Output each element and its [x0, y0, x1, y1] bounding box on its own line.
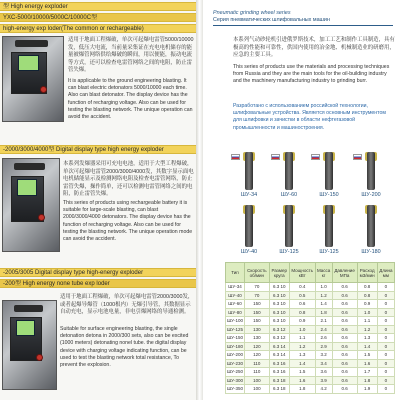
table-cell: 1.7: [357, 368, 377, 377]
table-cell: 1.5: [289, 368, 315, 377]
table-cell: 0.6: [332, 359, 357, 368]
section3-band-2: -200型 High energy none tube exp loder: [0, 279, 196, 288]
table-cell: 0.6: [332, 385, 357, 394]
table-cell: 6.3 16: [269, 359, 289, 368]
table-cell: 0: [377, 385, 394, 394]
table-cell: 3.2: [315, 351, 332, 360]
tool-code: ШУ-34: [240, 192, 258, 198]
table-cell: 0: [377, 283, 394, 292]
table-cell: 6.3 18: [269, 385, 289, 394]
table-cell: ШУ-250: [227, 369, 243, 375]
section1-band-1: 型 High energy exploder: [0, 2, 196, 11]
table-cell: 2.4: [315, 325, 332, 334]
right-text-zh: 本系列气动砂轮机引进俄罗斯技术，加工工艺和制作工具制造，具有极高的性能和可靠性，供国内使用的冶金地、机械制造业的研磨用，应急的主要工具。: [233, 37, 395, 59]
table-cell: 0: [377, 368, 394, 377]
table-cell: 1.4: [315, 300, 332, 309]
table-cell: 1.2: [289, 342, 315, 351]
russia-flag-icon: [231, 154, 240, 160]
right-header-en: Pneumatic grinding wheel series: [213, 10, 291, 16]
table-cell: 0.6: [332, 325, 357, 334]
section1-band-2: YXC-5000/10000/5000C/10000C型: [0, 13, 196, 22]
tool-body: [325, 152, 333, 190]
table-cell: 0: [377, 308, 394, 317]
table-cell: 0.8: [357, 283, 377, 292]
table-cell: 1.9: [357, 385, 377, 394]
spec-table-header: [226, 263, 395, 283]
table-cell: 2.1: [315, 317, 332, 326]
table-cell: 0.4: [289, 283, 315, 292]
tool-code: ШУ-150: [319, 192, 339, 198]
right-page: [203, 0, 400, 400]
table-cell: 100: [245, 385, 270, 394]
table-row: [226, 385, 395, 394]
table-cell: ШУ-60: [226, 300, 245, 309]
section1-text-en: It is applicable to the ground engineering blasting. It can blast electric detonators 5000/10000 each time. Also can blast detonator. The display device has the function of recharging voltage. Also can be used for testing the blasting network. The unique operation can avoid the accident.: [68, 78, 193, 121]
table-cell: 3.4: [315, 359, 332, 368]
right-text-ru: Разработано с использованием российской технологии, шлифовальные устройства. Является основным инструментом для шлифовки и зачистки в области нефтегазовой промышленности и машиностроения.: [233, 103, 386, 131]
table-row: [226, 308, 395, 317]
col-header: Длина мм: [377, 263, 394, 283]
table-cell: ШУ-180: [227, 343, 243, 349]
tool-code: ШУ-40: [240, 249, 258, 255]
tool-body: [325, 205, 333, 247]
tool-body: [285, 205, 293, 247]
table-cell: 1.3: [289, 351, 315, 360]
tool-body: [245, 152, 253, 190]
table-cell: 150: [245, 308, 270, 317]
col-header: Тип: [226, 263, 245, 283]
device-handle: [14, 305, 43, 312]
tool-item: [271, 152, 307, 200]
left-page: [0, 0, 196, 400]
table-cell: ШУ-200: [227, 352, 243, 358]
table-cell: 1.0: [289, 325, 315, 334]
table-cell: 70: [245, 291, 270, 300]
table-cell: ШУ-230: [227, 360, 243, 366]
table-cell: ШУ-125: [227, 326, 243, 332]
section3-band-1: -2005/3005 Digital display type high-energy exploder: [0, 268, 196, 277]
table-cell: 100: [245, 376, 270, 385]
device-knob: [38, 214, 45, 221]
table-row: [226, 317, 395, 326]
exploder-photo-3: [2, 300, 57, 390]
table-cell: 0: [377, 291, 394, 300]
table-cell: 6.3 10: [269, 308, 289, 317]
header-rule: [213, 25, 393, 26]
table-cell: 1.8: [357, 376, 377, 385]
page-gutter: [196, 0, 203, 400]
table-cell: ШУ-100: [227, 318, 243, 324]
col-header: Мощность кВт: [289, 263, 315, 283]
table-cell: 0.6: [332, 317, 357, 326]
table-cell: 0.6: [332, 334, 357, 343]
table-cell: 0: [377, 317, 394, 326]
table-cell: 1.2: [357, 325, 377, 334]
table-cell: 6.3 12: [269, 334, 289, 343]
table-cell: 6.3 10: [269, 317, 289, 326]
table-cell: 0.6: [332, 308, 357, 317]
table-cell: 3.9: [315, 376, 332, 385]
section1-band-3: high-energy exp loder(The common or rechargeable): [0, 24, 196, 33]
table-cell: 0.6: [332, 300, 357, 309]
table-cell: 6.3 10: [269, 291, 289, 300]
device-handle: [14, 163, 45, 170]
table-cell: 1.6: [289, 376, 315, 385]
tool-body: [285, 152, 293, 190]
table-cell: 0: [377, 359, 394, 368]
table-row: [226, 334, 395, 343]
table-cell: 0: [377, 300, 394, 309]
table-cell: 6.3 14: [269, 351, 289, 360]
device-display: [17, 179, 37, 196]
russia-flag-icon: [311, 154, 320, 160]
table-cell: 0.6: [332, 283, 357, 292]
table-row: [226, 283, 395, 292]
table-cell: 1.2: [315, 291, 332, 300]
tool-item: [271, 205, 307, 257]
right-header-ru: Серия пневматических шлифовальных машин: [213, 17, 330, 23]
table-cell: 150: [245, 317, 270, 326]
col-header: Масса кг: [315, 263, 332, 283]
section1-text-zh: 适用于地面工程爆破，单次可起爆电雷管5000/10000发，低压大电流，当前量采集证在充电电机储存的能量被爆管网络供给爆破的瞬间，用以便能，振动电流等方式，还可以检查电雷管网络之间的电阻，防止雷管失爆。: [68, 37, 194, 74]
table-cell: 6.3 16: [269, 368, 289, 377]
table-cell: 110: [245, 359, 270, 368]
table-cell: 0.8: [289, 308, 315, 317]
table-cell: 6.3 10: [269, 283, 289, 292]
col-header: Расход м3/мин: [357, 263, 377, 283]
table-cell: ШУ-80: [226, 308, 245, 317]
tool-item: [353, 152, 389, 200]
table-cell: 1.1: [357, 317, 377, 326]
table-cell: 3.6: [315, 368, 332, 377]
table-cell: 1.3: [357, 334, 377, 343]
table-cell: 0.8: [357, 291, 377, 300]
table-cell: 0: [377, 325, 394, 334]
table-cell: 0.9: [289, 317, 315, 326]
table-cell: 6.3 18: [269, 376, 289, 385]
table-cell: 0: [377, 376, 394, 385]
table-cell: 120: [245, 351, 270, 360]
section3-text-en: Suitable for surface engineering blasting, the single detonation detona in 2000/300 sets, also can be excited (1000 meters) detonating nonel tube. the digital display device with charging voltage indicating function, can be used to test the blasting network total resistance, To prevent the explosion.: [60, 326, 189, 369]
device-knob: [40, 86, 47, 93]
table-cell: 6.3 12: [269, 325, 289, 334]
table-cell: 0.6: [332, 291, 357, 300]
table-cell: 1.4: [357, 342, 377, 351]
table-cell: 4.2: [315, 385, 332, 394]
tool-code: ШУ-125: [319, 249, 339, 255]
table-cell: 1.4: [289, 359, 315, 368]
table-cell: 2.6: [315, 334, 332, 343]
russia-flag-icon: [271, 154, 280, 160]
table-cell: 0.6: [332, 342, 357, 351]
tool-body: [367, 205, 375, 247]
table-row: [226, 300, 395, 309]
tool-item: [311, 152, 347, 200]
device-handle: [15, 40, 48, 47]
tool-item: [231, 152, 267, 200]
table-cell: 0.6: [332, 376, 357, 385]
tool-code: ШУ-125: [279, 249, 299, 255]
table-cell: 1.0: [357, 308, 377, 317]
tool-body: [367, 152, 375, 190]
device-display: [18, 55, 39, 70]
table-cell: 1.8: [289, 385, 315, 394]
tool-code: ШУ-200: [361, 192, 381, 198]
exploder-photo-1: [2, 36, 64, 122]
table-cell: 1.0: [315, 283, 332, 292]
table-cell: 0: [377, 351, 394, 360]
table-row: [226, 368, 395, 377]
table-cell: 110: [245, 368, 270, 377]
table-row: [226, 291, 395, 300]
table-cell: 1.1: [289, 334, 315, 343]
section3-text-zh: 适用于地面工程爆破，单次可起爆电雷管2000/3000发，或者起爆导爆管（1000根内）无爆引导管，其数据显示自动充电，显示电池电量，非电引爆网络的导通检测。: [60, 294, 194, 316]
section2-band: -2000/3000/4000型 Digital display type high energy exploder: [0, 145, 196, 154]
tool-item: [231, 205, 267, 257]
table-cell: 6.3 10: [269, 300, 289, 309]
tool-code: ШУ-60: [280, 192, 298, 198]
table-cell: 0.6: [332, 351, 357, 360]
table-cell: ШУ-34: [226, 283, 245, 292]
tool-body: [245, 205, 253, 247]
table-cell: 120: [245, 342, 270, 351]
device-display: [16, 320, 35, 336]
table-row: [226, 342, 395, 351]
table-cell: 0: [377, 334, 394, 343]
col-header: Размер круга: [269, 263, 289, 283]
section2-text-en: This series of products using rechargeable battery it is suitable for large-scale blasting, can blast 2000/3000/4000 detonators. The display device has the function of recharging voltage. Also can be used for testing the blasting network. The unique operation mode can avoid the accident.: [63, 200, 193, 243]
table-row: [226, 351, 395, 360]
tool-item: [311, 205, 347, 257]
right-text-en: This series of products use the materials and processing techniques from Russia and they are the main tools for the oil-building industry and the machinery manufacturing industry to grinding burr.: [233, 64, 390, 85]
tool-item: [353, 205, 389, 257]
table-row: [226, 325, 395, 334]
table-cell: 0.6: [289, 300, 315, 309]
table-row: [226, 359, 395, 368]
table-cell: 130: [245, 325, 270, 334]
exploder-photo-2: [2, 158, 60, 252]
table-cell: ШУ-40: [226, 291, 245, 300]
table-cell: 150: [245, 300, 270, 309]
tool-code: ШУ-180: [361, 249, 381, 255]
table-cell: 130: [245, 334, 270, 343]
col-header: Давление МПа: [332, 263, 357, 283]
table-cell: ШУ-150: [227, 335, 243, 341]
table-cell: 2.9: [315, 342, 332, 351]
spec-table-body: [226, 283, 395, 394]
table-cell: 1.8: [315, 308, 332, 317]
section2-text-zh: 本系列发爆器采用可充电电池，适用于大型工程爆破，单次可起爆电雷管2000/3000/4000发，其数字显示面电电机储能显示及检测网络电阻及检查电雷管网络，防止雷管失爆，操作简单，还可以检测电雷管网络之间的电阻，防止雷管失爆。: [63, 161, 194, 198]
table-cell: 1.6: [357, 359, 377, 368]
spec-table: [225, 262, 395, 394]
table-cell: 0: [377, 342, 394, 351]
table-cell: 70: [245, 283, 270, 292]
table-cell: 1.5: [357, 351, 377, 360]
table-cell: 0.6: [332, 368, 357, 377]
russia-flag-icon: [353, 154, 362, 160]
table-cell: ШУ-350: [227, 386, 243, 392]
table-cell: 0.5: [289, 291, 315, 300]
device-knob: [36, 354, 43, 361]
table-cell: 0.9: [357, 300, 377, 309]
table-cell: ШУ-300: [227, 377, 243, 383]
table-row: [226, 376, 395, 385]
table-cell: 6.3 14: [269, 342, 289, 351]
col-header: Скорость об/мин: [245, 263, 270, 283]
